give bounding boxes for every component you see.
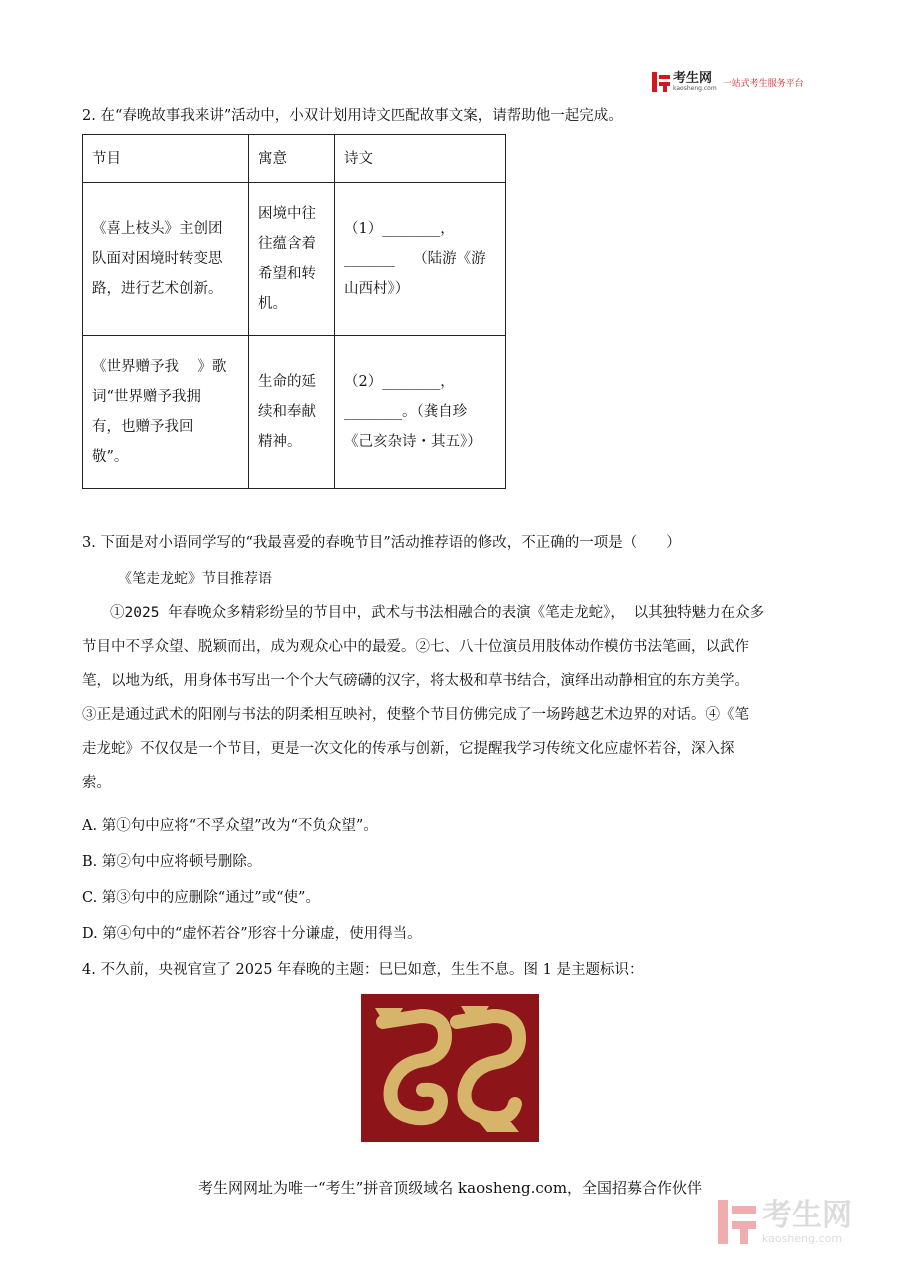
cell-line: 路，进行艺术创新。 (92, 281, 223, 297)
watermark-logo-icon (718, 1200, 756, 1244)
question-2-stem: 2. 在“春晚故事我来讲”活动中，小双计划用诗文匹配故事文案，请帮助他一起完成。 (82, 108, 623, 124)
logo-domain: kaosheng.com (673, 85, 717, 92)
passage-title: 《笔走龙蛇》节目推荐语 (118, 571, 272, 587)
table-header-meaning: 寓意 (249, 135, 335, 183)
poem-cell (335, 336, 506, 489)
watermark-domain: kaosheng.com (762, 1231, 843, 1245)
kaosheng-logo-icon (652, 72, 670, 92)
snake-ruyi-emblem-icon (361, 994, 539, 1142)
poem-cell (335, 183, 506, 336)
passage-line: 索。 (82, 775, 111, 791)
passage-line: ③正是通过武术的阳刚与书法的阴柔相互映衬，使整个节目仿佛完成了一场跨越艺术边界的对话。④《笔 (82, 707, 749, 723)
watermark-name: 考生网 (762, 1197, 852, 1233)
cell-line: 精神。 (258, 434, 302, 450)
blank-line: （1）________， (344, 221, 455, 237)
logo-slogan: 一站式考生服务平台 (722, 78, 804, 89)
cell-line: 词“世界赠予我拥 (92, 389, 201, 405)
cell-line: 有，也赠予我回 (92, 419, 194, 435)
passage-line: 节目中不孚众望、脱颖而出，成为观众心中的最爱。②七、八十位演员用肢体动作模仿书法笔画，以武作 (82, 639, 749, 655)
poem-table (82, 134, 506, 489)
program-cell (83, 336, 249, 489)
passage-line: ①2025 年春晚众多精彩纷呈的节目中，武术与书法相融合的表演《笔走龙蛇》， 以其独特魅力在众多 (110, 605, 765, 621)
question-3-stem: 3. 下面是对小语同学写的“我最喜爱的春晚节目”活动推荐语的修改，不正确的一项是（ ） (82, 535, 681, 551)
question-4-stem: 4. 不久前，央视官宣了 2025 年春晚的主题：巳巳如意，生生不息。图 1 是主题标识： (82, 962, 644, 978)
cell-line: 往蕴含着 (258, 236, 316, 252)
header-logo (652, 70, 804, 94)
spring-festival-emblem (361, 994, 539, 1142)
cell-line: 山西村》） (344, 281, 410, 297)
cell-line: 敬”。 (92, 449, 129, 465)
passage-line: 走龙蛇》不仅仅是一个节目，更是一次文化的传承与创新，它提醒我学习传统文化应虚怀若谷，深入探 (82, 741, 735, 757)
passage-line: 笔，以地为纸，用身体书写出一个个大气磅礴的汉字，将太极和草书结合，演绎出动静相宜的东方美学。 (82, 673, 749, 689)
table-row (83, 336, 506, 489)
blank-line: （2）________， (344, 374, 455, 390)
cell-line: 希望和转 (258, 266, 316, 282)
cell-line: 《世界赠予我 》歌 (92, 359, 227, 375)
blank-line: _______ （陆游《游 (344, 251, 486, 267)
table-row (83, 183, 506, 336)
cell-line: 《喜上枝头》主创团 (92, 221, 223, 237)
logo-name: 考生网 (673, 71, 713, 86)
cell-line: 续和奉献 (258, 404, 316, 420)
option-c: C. 第③句中的应删除“通过”或“使”。 (82, 890, 320, 906)
meaning-cell (249, 336, 335, 489)
passage (82, 596, 822, 800)
table-header-row (83, 135, 506, 183)
cell-line: 困境中往 (258, 206, 316, 222)
option-a: A. 第①句中应将“不孚众望”改为“不负众望”。 (82, 818, 378, 834)
cell-line: 队面对困境时转变思 (92, 251, 223, 267)
blank-line: ________。（龚自珍 (344, 404, 468, 420)
table-header-program: 节目 (83, 135, 249, 183)
footer-text: 考生网网址为唯一“考生”拼音顶级域名 kaosheng.com，全国招募合作伙伴 (197, 1179, 703, 1197)
option-b: B. 第②句中应将顿号删除。 (82, 854, 262, 870)
program-cell (83, 183, 249, 336)
option-d: D. 第④句中的“虚怀若谷”形容十分谦虚，使用得当。 (82, 926, 422, 942)
cell-line: 《己亥杂诗・其五》） (344, 434, 482, 450)
meaning-cell (249, 183, 335, 336)
cell-line: 生命的延 (258, 374, 316, 390)
table-header-poem: 诗文 (335, 135, 506, 183)
cell-line: 机。 (258, 296, 287, 312)
watermark (718, 1197, 852, 1245)
